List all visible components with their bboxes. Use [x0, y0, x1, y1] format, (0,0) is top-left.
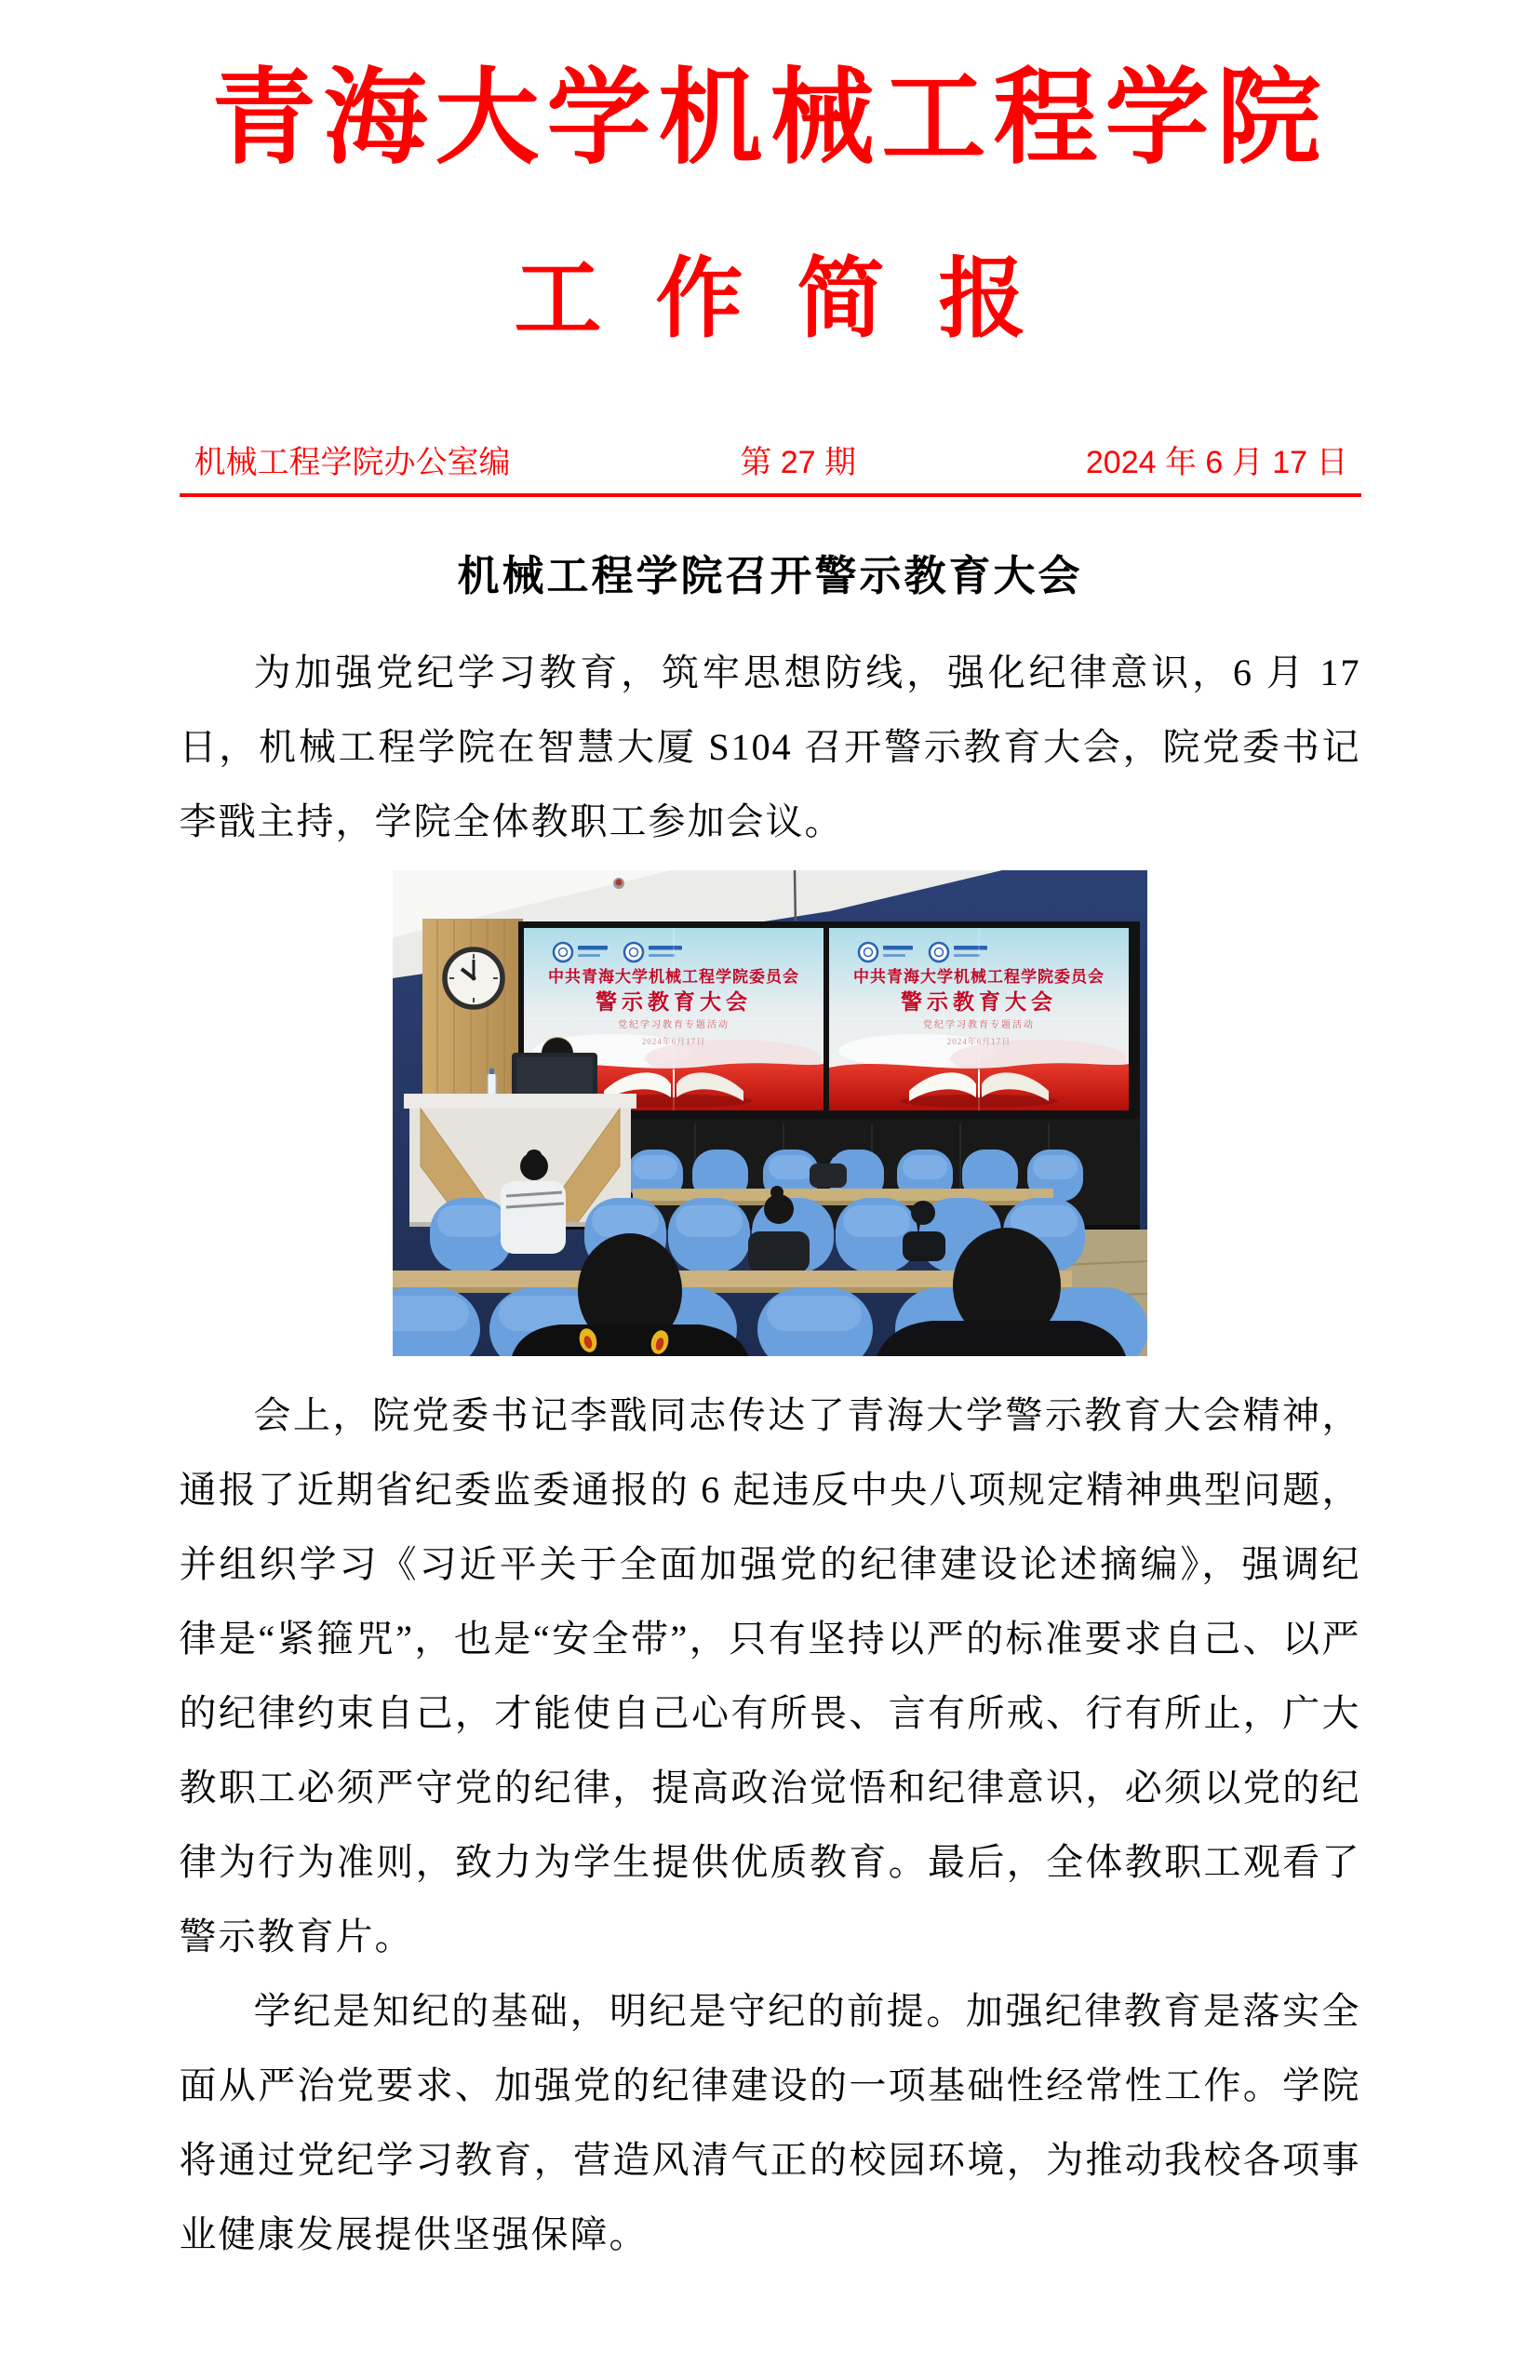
article-headline: 机械工程学院召开警示教育大会 — [457, 552, 1083, 600]
masthead-title: 青海大学机械工程学院 — [211, 61, 1329, 177]
meeting-photo-image — [393, 870, 1147, 1356]
projection-screen-right — [829, 928, 1129, 1110]
article-paragraph-2: 会上，院党委书记李戬同志传达了青海大学警示教育大会精神，通报了近期省纪委监委通报的 6 起违反中央八项规定精神典型问题，并组织学习《习近平关于全面加强党的纪律建设论述摘编》，强调纪律是“紧箍咒”，也是“安全带”，只有坚持以严的标准要求自己、以严的纪律约束自己，才能使自己心有所畏、言有所戒、行有所止，广大教职工必须严守党的纪律，提高政治觉悟和纪律意识，必须以党的纪律为行为准则，致力为学生提供优质教育。最后，全体教职工观看了警示教育片。 — [179, 1394, 1361, 1958]
masthead-editor: 机械工程学院办公室编 — [194, 445, 511, 481]
article-body — [180, 636, 1361, 2272]
wall-clock-icon — [445, 949, 502, 1007]
masthead-info-row — [180, 437, 1361, 497]
projection-video-wall — [518, 921, 1140, 1119]
article-paragraph-3: 学纪是知纪的基础，明纪是守纪的前提。加强纪律教育是落实全面从严治党要求、加强党的纪律建设的一项基础性经常性工作。学院将通过党纪学习教育，营造风清气正的校园环境，为推动我校各项事业健康发展提供坚强保障。 — [179, 1990, 1361, 2256]
masthead-date: 2024 年 6 月 17 日 — [1085, 445, 1348, 481]
article-paragraph-1: 为加强党纪学习教育，筑牢思想防线，强化纪律意识，6 月 17 日，机械工程学院在智慧大厦 S104 召开警示教育大会，院党委书记李戬主持，学院全体教职工参加会议。 — [179, 652, 1361, 843]
meeting-photo — [393, 870, 1147, 1356]
bottle-icon — [488, 1073, 496, 1096]
masthead-issue-number: 第 27 期 — [740, 445, 857, 481]
masthead-subtitle: 工作简报 — [514, 250, 1080, 348]
fire-alarm-icon — [616, 880, 623, 886]
